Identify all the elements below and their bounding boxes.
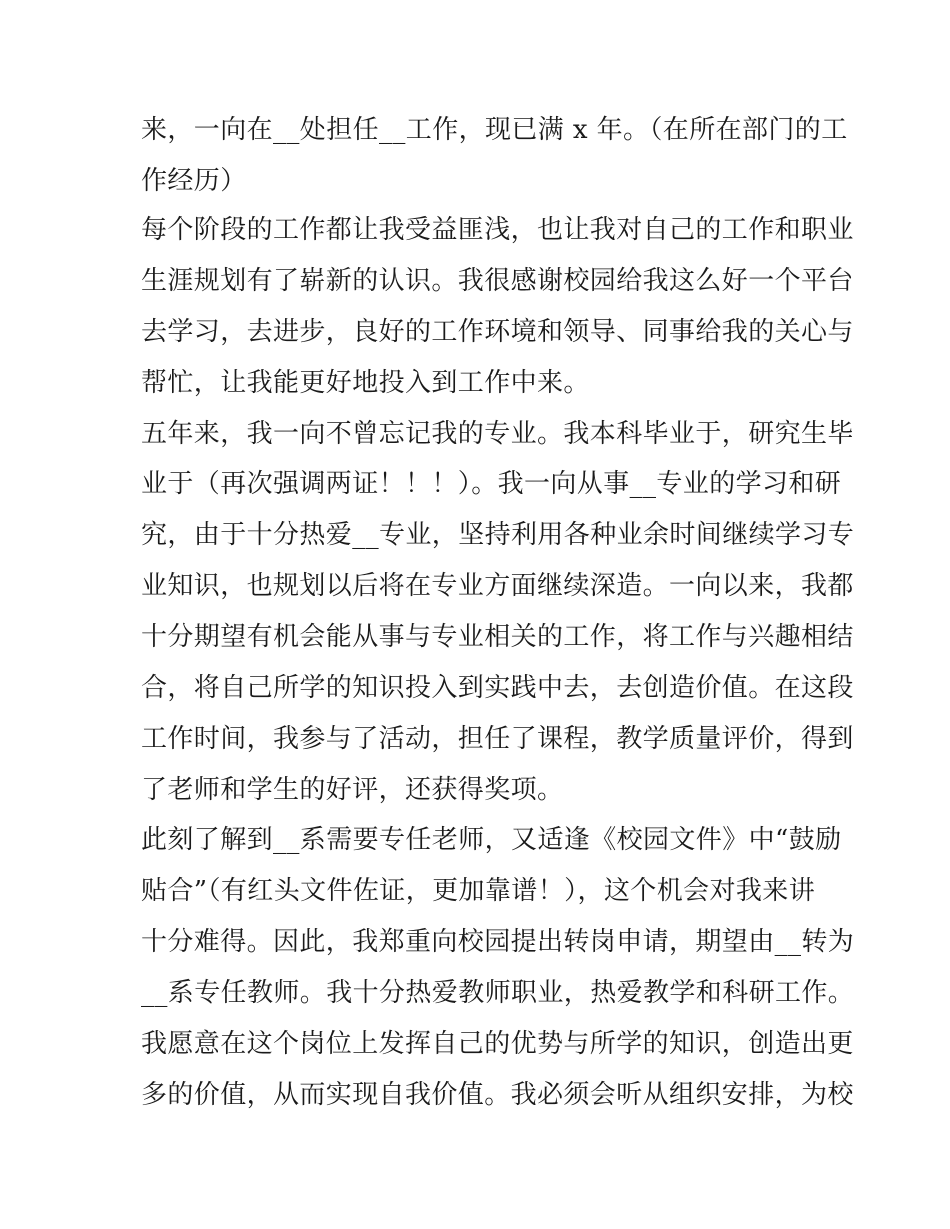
text-line: 五年来，我一向不曾忘记我的专业。我本科毕业于，研究生毕: [141, 419, 854, 449]
text-line: 此刻了解到__系需要专任老师，又适逢《校园文件》中“鼓励: [141, 825, 842, 855]
text-line: 每个阶段的工作都让我受益匪浅，也让我对自己的工作和职业: [141, 215, 854, 245]
text-line: __系专任教师。我十分热爱教师职业，热爱教学和科研工作。: [141, 978, 855, 1008]
text-line: 究，由于十分热爱__专业，坚持利用各种业余时间继续学习专: [141, 520, 855, 550]
text-line: 十分难得。因此，我郑重向校园提出转岗申请，期望由__转为: [141, 927, 855, 957]
text-line: 贴合”（有红头文件佐证，更加靠谱！），这个机会对我来讲: [141, 876, 816, 906]
text-line: 我愿意在这个岗位上发挥自己的优势与所学的知识，创造出更: [141, 1029, 854, 1059]
text-line: 业于（再次强调两证！！！）。我一向从事__专业的学习和研: [141, 469, 842, 499]
text-line: 帮忙，让我能更好地投入到工作中来。: [141, 368, 590, 398]
text-line: 业知识，也规划以后将在专业方面继续深造。一向以来，我都: [141, 571, 854, 601]
text-line: 十分期望有机会能从事与专业相关的工作，将工作与兴趣相结: [141, 622, 854, 652]
text-line: 作经历）: [141, 166, 247, 196]
text-line: 去学习，去进步，良好的工作环境和领导、同事给我的关心与: [141, 317, 854, 347]
text-line: 合，将自己所学的知识投入到实践中去，去创造价值。在这段: [141, 673, 854, 703]
text-line: 多的价值，从而实现自我价值。我必须会听从组织安排，为校: [141, 1080, 854, 1110]
text-line: 来，一向在__处担任__工作，现已满 x 年。（在所在部门的工: [141, 115, 848, 145]
text-line: 生涯规划有了崭新的认识。我很感谢校园给我这么好一个平台: [141, 266, 854, 296]
text-line: 工作时间，我参与了活动，担任了课程，教学质量评价，得到: [141, 724, 854, 754]
text-line: 了老师和学生的好评，还获得奖项。: [141, 775, 564, 805]
